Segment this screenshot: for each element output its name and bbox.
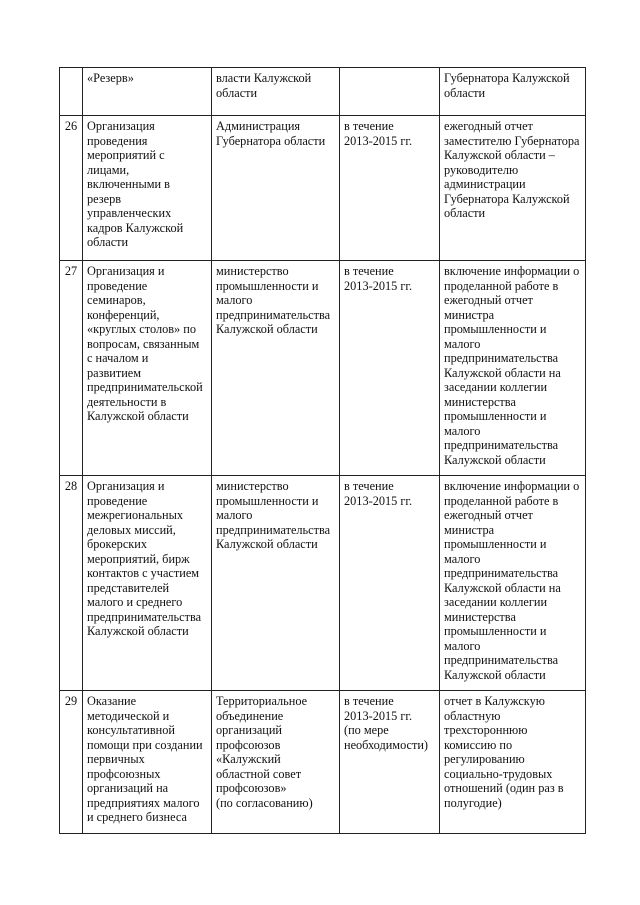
term-cell xyxy=(340,68,440,116)
term-cell: в течение 2013-2015 гг. xyxy=(340,476,440,691)
result-cell: ежегодный отчет заместителю Губернатора Калужской области – руководителю администрации Губернатора Калужской области xyxy=(440,116,586,261)
table-row xyxy=(60,68,586,116)
measure-cell: «Резерв» xyxy=(83,68,212,116)
term-cell: в течение 2013-2015 гг. xyxy=(340,116,440,261)
table-row xyxy=(60,476,586,691)
executor-cell: министерство промышленности и малого предпринимательства Калужской области xyxy=(212,261,340,476)
row-number: 26 xyxy=(60,116,83,261)
executor-cell: Территориальное объединение организаций профсоюзов «Калужский областной совет профсоюзов» (по согласованию) xyxy=(212,691,340,834)
executor-cell: министерство промышленности и малого предпринимательства Калужской области xyxy=(212,476,340,691)
measure-cell: Оказание методической и консультативной помощи при создании первичных профсоюзных организаций на предприятиях малого и среднего бизнеса xyxy=(83,691,212,834)
term-cell: в течение 2013-2015 гг. (по мере необходимости) xyxy=(340,691,440,834)
row-number: 29 xyxy=(60,691,83,834)
action-plan-table xyxy=(59,67,586,834)
term-cell: в течение 2013-2015 гг. xyxy=(340,261,440,476)
measure-cell: Организация проведения мероприятий с лицами, включенными в резерв управленческих кадров Калужской области xyxy=(83,116,212,261)
measure-cell: Организация и проведение межрегиональных деловых миссий, брокерских мероприятий, бирж контактов с участием представителей малого и среднего предпринимательства Калужской области xyxy=(83,476,212,691)
row-number: 28 xyxy=(60,476,83,691)
result-cell: включение информации о проделанной работе в ежегодный отчет министра промышленности и малого предпринимательства Калужской области на заседании коллегии министерства промышленности и малого предпринимательства Калужской области xyxy=(440,476,586,691)
result-cell: включение информации о проделанной работе в ежегодный отчет министра промышленности и малого предпринимательства Калужской области на заседании коллегии министерства промышленности и малого предпринимательства Калужской области xyxy=(440,261,586,476)
executor-cell: власти Калужской области xyxy=(212,68,340,116)
measure-cell: Организация и проведение семинаров, конференций, «круглых столов» по вопросам, связанным с началом и развитием предпринимательской деятельности в Калужской области xyxy=(83,261,212,476)
row-number: 27 xyxy=(60,261,83,476)
table-row xyxy=(60,691,586,834)
table-row xyxy=(60,116,586,261)
result-cell: Губернатора Калужской области xyxy=(440,68,586,116)
result-cell: отчет в Калужскую областную трехстороннюю комиссию по регулированию социально-трудовых отношений (один раз в полугодие) xyxy=(440,691,586,834)
executor-cell: Администрация Губернатора области xyxy=(212,116,340,261)
table-row xyxy=(60,261,586,476)
row-number xyxy=(60,68,83,116)
